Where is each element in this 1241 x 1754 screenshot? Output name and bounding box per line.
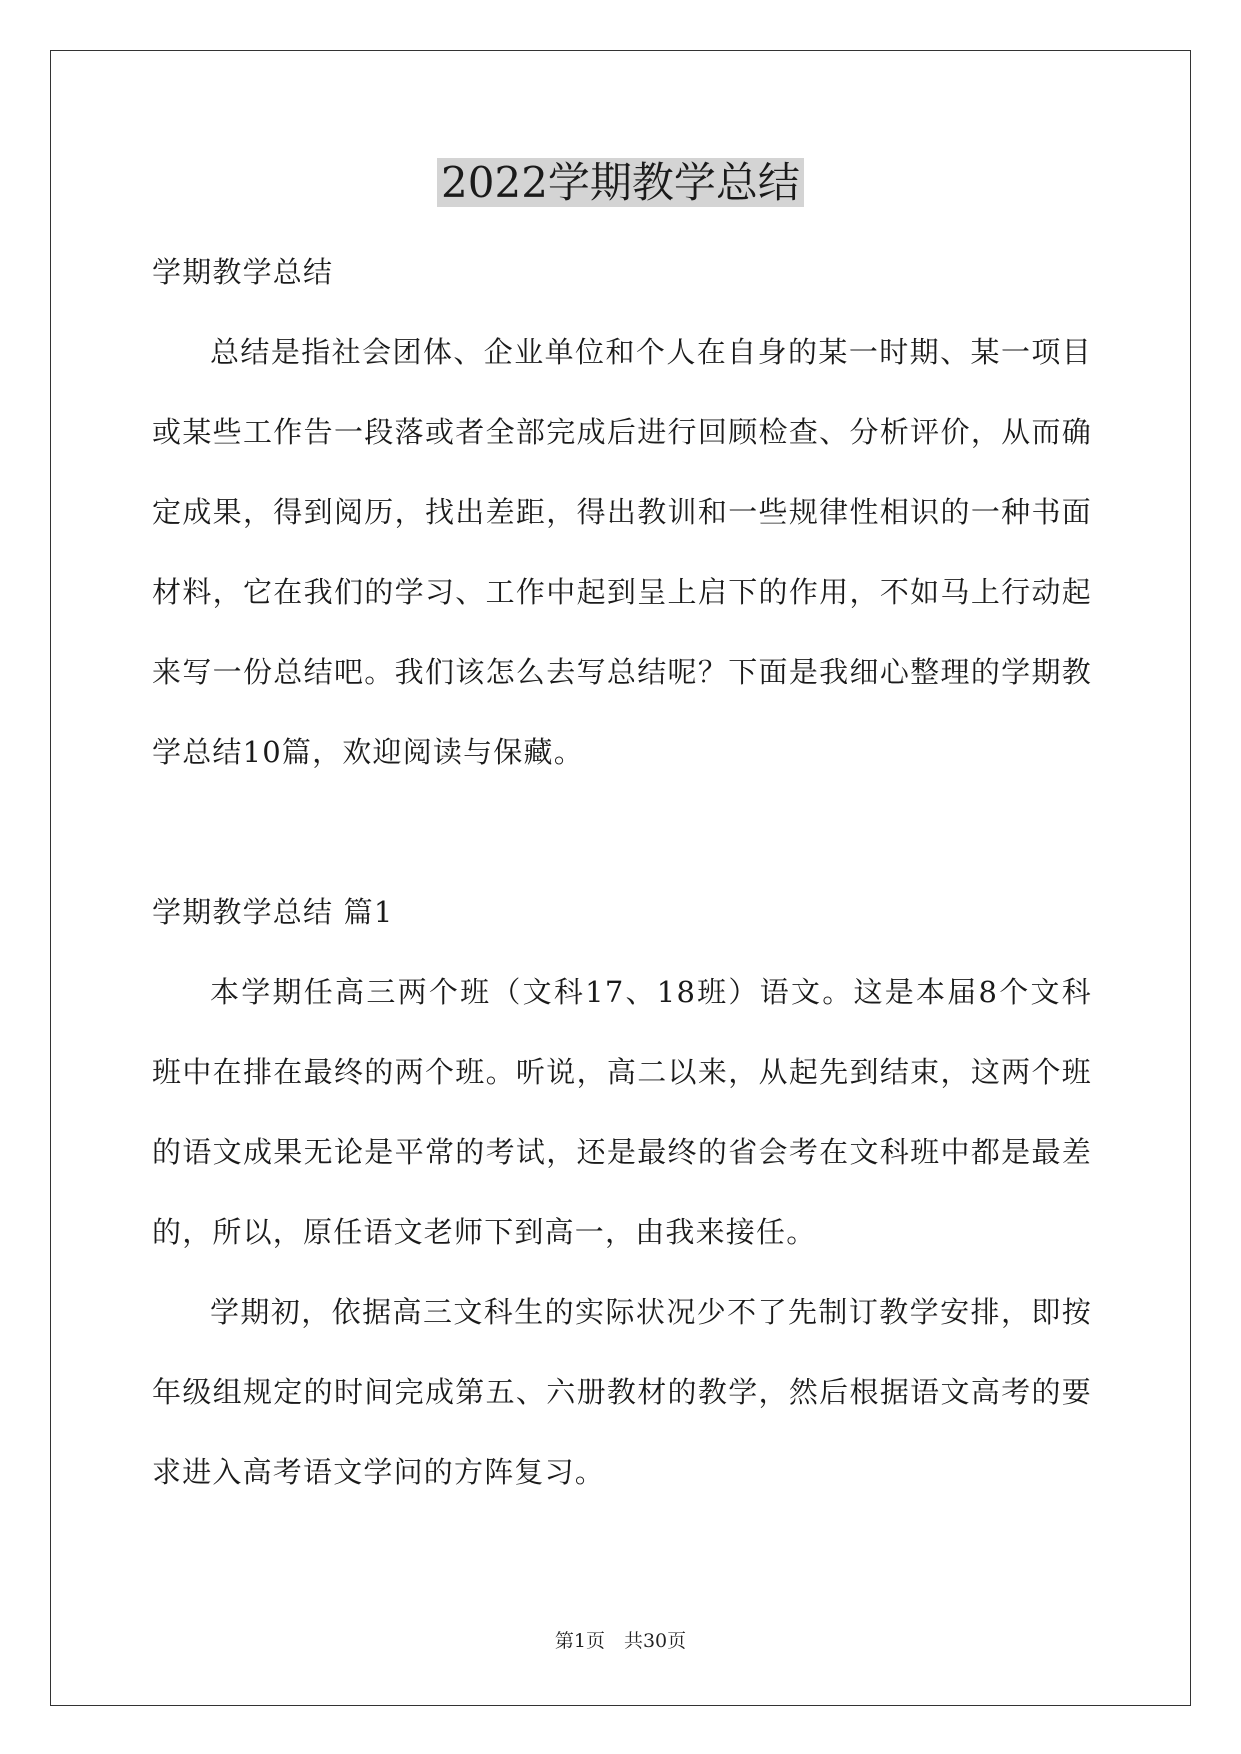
- paragraph-spacer: [152, 792, 1092, 872]
- document-title-text: 2022学期教学总结: [437, 158, 804, 207]
- section-1-paragraph-1: 本学期任高三两个班（文科17、18班）语文。这是本届8个文科班中在排在最终的两个班。听说，高二以来，从起先到结束，这两个班的语文成果无论是平常的考试，还是最终的省会考在文科班中都是最差的，所以，原任语文老师下到高一，由我来接任。: [152, 975, 1092, 1249]
- section-1-heading: 学期教学总结 篇1: [152, 895, 394, 929]
- document-body: [152, 232, 1092, 1512]
- intro-paragraph: 总结是指社会团体、企业单位和个人在自身的某一时期、某一项目或某些工作告一段落或者全部完成后进行回顾检查、分析评价，从而确定成果，得到阅历，找出差距，得出教训和一些规律性相识的一种书面材料，它在我们的学习、工作中起到呈上启下的作用，不如马上行动起来写一份总结吧。我们该怎么去写总结呢？下面是我细心整理的学期教学总结10篇，欢迎阅读与保藏。: [152, 335, 1092, 769]
- document-title: [0, 153, 1241, 213]
- section-1-paragraph-2: 学期初，依据高三文科生的实际状况少不了先制订教学安排，即按年级组规定的时间完成第五、六册教材的教学，然后根据语文高考的要求进入高考语文学问的方阵复习。: [152, 1295, 1092, 1489]
- page-number-footer: 第1页 共30页: [554, 1630, 687, 1652]
- section-heading: 学期教学总结: [152, 255, 334, 289]
